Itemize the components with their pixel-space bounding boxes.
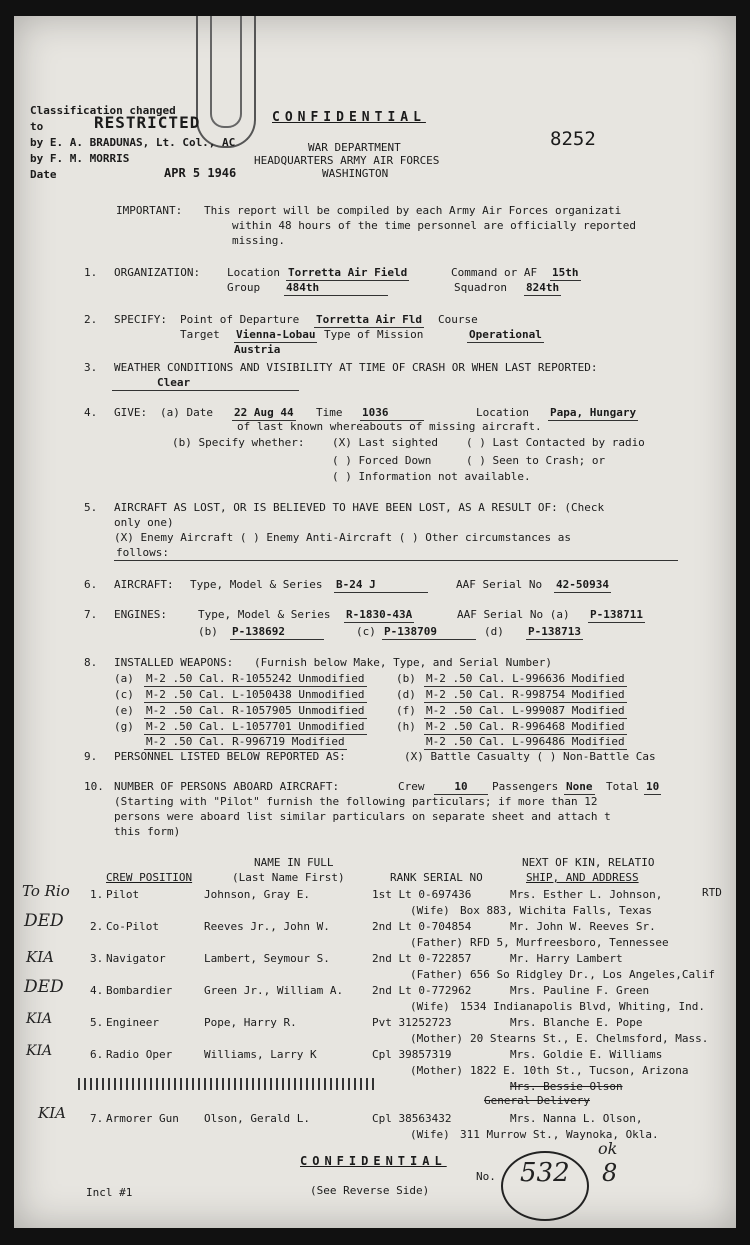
item7-serial-label: AAF Serial No (a): [457, 608, 570, 621]
item6-type-label: Type, Model & Series: [190, 578, 323, 591]
item5-line3: (X) Enemy Aircraft ( ) Enemy Anti-Aircraft ( ) Other circumstances as: [114, 531, 571, 544]
crew-position: Bombardier: [106, 984, 173, 997]
item5-line4: follows:: [114, 546, 678, 561]
item6-serial-label: AAF Serial No: [456, 578, 543, 591]
crew-status: DED: [24, 977, 64, 997]
item7-type-value: R-1830-43A: [346, 608, 413, 621]
paper-clip-inner: [210, 16, 242, 128]
item10-total-value: 10: [646, 780, 660, 793]
item10-passengers-value: None: [566, 780, 593, 793]
item4-option-info-na: ( ) Information not available.: [332, 470, 531, 483]
table-header-name-sub: (Last Name First): [232, 871, 345, 884]
item2-target-value: Vienna-Lobau: [236, 328, 316, 341]
item1-group-value: 484th: [284, 281, 388, 296]
weapon-row-g-tag: (g): [114, 720, 134, 733]
crew-kin: Mr. John W. Reeves Sr.: [510, 920, 656, 933]
item8-instruction: (Furnish below Make, Type, and Serial Number): [254, 656, 553, 669]
document-page: [14, 16, 736, 1228]
crew-status: DED: [24, 911, 64, 931]
item9-options: (X) Battle Casualty ( ) Non-Battle Cas: [404, 750, 656, 763]
crew-status: To Rio: [22, 882, 70, 900]
important-line-3: missing.: [232, 234, 285, 247]
item10-crew-value: 10: [434, 780, 488, 795]
crew-kin: Mrs. Pauline F. Green: [510, 984, 650, 997]
item1-squadron-label: Squadron: [454, 281, 507, 294]
item10-label: NUMBER OF PERSONS ABOARD AIRCRAFT:: [114, 780, 340, 793]
item10-crew-label: Crew: [398, 780, 425, 793]
item3-label: WEATHER CONDITIONS AND VISIBILITY AT TIME OF CRASH OR WHEN LAST REPORTED:: [114, 361, 598, 374]
item9-number: 9.: [84, 750, 98, 763]
item4-location-value: Papa, Hungary: [550, 406, 637, 419]
footer-incl: Incl #1: [86, 1186, 133, 1199]
crew-rank: Cpl 39857319: [372, 1048, 452, 1061]
item4-time-value: 1036: [360, 406, 424, 421]
item8-label: INSTALLED WEAPONS:: [114, 656, 234, 669]
crew-side-note: RTD: [702, 886, 722, 899]
important-label: IMPORTANT:: [116, 204, 183, 217]
crew-relation: (Mother): [410, 1032, 463, 1045]
item1-number: 1.: [84, 266, 98, 279]
item9-label: PERSONNEL LISTED BELOW REPORTED AS:: [114, 750, 346, 763]
crew-name: Lambert, Seymour S.: [204, 952, 330, 965]
weapon-row-a-tag2: (b): [396, 672, 416, 685]
ok-number: 8: [602, 1159, 618, 1187]
ok-mark: ok: [598, 1139, 618, 1158]
item10-passengers-label: Passengers: [492, 780, 559, 793]
crew-address: Box 883, Wichita Falls, Texas: [460, 904, 653, 917]
item6-label: AIRCRAFT:: [114, 578, 174, 591]
crew-kin: Mrs. Esther L. Johnson,: [510, 888, 663, 901]
item4-location-label: Location: [476, 406, 529, 419]
weapon-row-c-tag: (c): [114, 688, 134, 701]
table-header-kin: NEXT OF KIN, RELATIO: [522, 856, 655, 869]
crew-number: 1.: [90, 888, 104, 901]
crew-status: KIA: [38, 1104, 66, 1122]
item4-option-last-sighted: (X) Last sighted: [332, 436, 438, 449]
item7-c-value: P-138709: [382, 625, 476, 640]
crew-kin: Mrs. Goldie E. Williams: [510, 1048, 663, 1061]
table-header-name: NAME IN FULL: [254, 856, 334, 869]
item4-label: GIVE:: [114, 406, 148, 419]
crew-kin: Mrs. Bessie Olson: [510, 1080, 623, 1093]
item4-option-forced-down: ( ) Forced Down: [332, 454, 432, 467]
agency-line-3: WASHINGTON: [322, 167, 389, 180]
weapon-row-g-right: M-2 .50 Cal. R-996468 Modified: [426, 720, 625, 733]
table-header-rank: RANK SERIAL NO: [390, 871, 483, 884]
crew-address: 20 Stearns St., E. Chelmsford, Mass.: [470, 1032, 709, 1045]
weapon-row-c-left: M-2 .50 Cal. L-1050438 Unmodified: [146, 688, 365, 701]
crew-status: KIA: [26, 948, 54, 966]
crew-rank: 2nd Lt 0-722857: [372, 952, 472, 965]
item4-number: 4.: [84, 406, 98, 419]
weapon-row-e-tag2: (f): [396, 704, 416, 717]
document-number: 8252: [550, 128, 596, 150]
item7-label: ENGINES:: [114, 608, 167, 621]
crew-relation: (Mother): [410, 1064, 463, 1077]
classification-line-1: Classification changed: [30, 104, 176, 117]
crew-relation: (Wife): [410, 904, 450, 917]
item2-label: SPECIFY:: [114, 313, 167, 326]
item4-option-last-contacted: ( ) Last Contacted by radio: [466, 436, 645, 449]
weapon-row-e-right: M-2 .50 Cal. L-999087 Modified: [426, 704, 625, 717]
confidential-heading: CONFIDENTIAL: [272, 110, 426, 125]
crew-rank: 2nd Lt 0-704854: [372, 920, 472, 933]
agency-line-1: WAR DEPARTMENT: [308, 141, 401, 154]
crew-number: 5.: [90, 1016, 104, 1029]
crew-address: RFD 5, Murfreesboro, Tennessee: [470, 936, 669, 949]
item6-type-value: B-24 J: [334, 578, 428, 593]
item2-target-label: Target: [180, 328, 220, 341]
classification-line-2: to: [30, 120, 44, 133]
item1-location-value: Torretta Air Field: [288, 266, 408, 279]
item1-squadron-value: 824th: [526, 281, 560, 294]
crew-relation: (Father): [410, 968, 463, 981]
crew-position: Armorer Gun: [106, 1112, 179, 1125]
crew-number: 6.: [90, 1048, 104, 1061]
item4-b-label: (b) Specify whether:: [172, 436, 305, 449]
crew-number: 7.: [90, 1112, 104, 1125]
item1-label: ORGANIZATION:: [114, 266, 201, 279]
crew-address: 311 Murrow St., Waynoka, Okla.: [460, 1128, 659, 1141]
item10-line-2: persons were aboard list similar particulars on separate sheet and attach t: [114, 810, 611, 823]
item10-total-label: Total: [606, 780, 640, 793]
restricted-stamp: RESTRICTED: [94, 113, 201, 132]
crew-address: General Delivery: [484, 1094, 590, 1107]
weapon-row-g-tag2: (h): [396, 720, 416, 733]
item1-command-label: Command or AF: [451, 266, 538, 279]
important-line-1: This report will be compiled by each Army Air Forces organizati: [204, 204, 622, 217]
item4-line2: of last known whereabouts of missing aircraft.: [237, 420, 542, 433]
crew-position: Pilot: [106, 888, 140, 901]
table-header-crew: CREW POSITION: [106, 871, 193, 884]
footer-reverse: (See Reverse Side): [310, 1184, 430, 1197]
crew-position: Engineer: [106, 1016, 159, 1029]
crew-name: Reeves Jr., John W.: [204, 920, 330, 933]
crew-position: Navigator: [106, 952, 166, 965]
item5-label: AIRCRAFT AS LOST, OR IS BELIEVED TO HAVE BEEN LOST, AS A RESULT OF: (Check: [114, 501, 605, 514]
item7-d-label: (d): [484, 625, 504, 638]
classification-line-3: by E. A. BRADUNAS, Lt. Col., AC: [30, 136, 236, 149]
important-line-2: within 48 hours of the time personnel are officially reported: [232, 219, 636, 232]
weapon-row-i-left: M-2 .50 Cal. R-996719 Modified: [146, 735, 345, 748]
crew-relation: (Wife): [410, 1128, 450, 1141]
item4-option-seen-crash: ( ) Seen to Crash; or: [466, 454, 606, 467]
item10-line-1: (Starting with "Pilot" furnish the following particulars; if more than 12: [114, 795, 598, 808]
item3-value: Clear: [112, 376, 299, 391]
item5-number: 5.: [84, 501, 98, 514]
item7-b-label: (b): [198, 625, 218, 638]
item2-mission-value: Operational: [469, 328, 542, 341]
item4-date-value: 22 Aug 44: [234, 406, 294, 419]
item1-location-label: Location: [227, 266, 280, 279]
weapon-row-e-left: M-2 .50 Cal. R-1057905 Unmodified: [146, 704, 365, 717]
item4-time-label: Time: [316, 406, 343, 419]
crew-position: Co-Pilot: [106, 920, 159, 933]
crew-rank: 1st Lt 0-697436: [372, 888, 472, 901]
crew-relation: (Wife): [410, 1000, 450, 1013]
crew-name: Johnson, Gray E.: [204, 888, 310, 901]
weapon-row-c-tag2: (d): [396, 688, 416, 701]
item7-a-value: P-138711: [590, 608, 643, 621]
crew-kin: Mrs. Nanna L. Olson,: [510, 1112, 643, 1125]
item7-b-value: P-138692: [230, 625, 324, 640]
item1-command-value: 15th: [552, 266, 579, 279]
crew-position: Radio Oper: [106, 1048, 173, 1061]
item2-number: 2.: [84, 313, 98, 326]
footer-no-label: No.: [476, 1170, 496, 1183]
item7-c-label: (c): [356, 625, 376, 638]
item2-departure-label: Point of Departure: [180, 313, 300, 326]
weapon-row-g-left: M-2 .50 Cal. L-1057701 Unmodified: [146, 720, 365, 733]
item2-departure-value: Torretta Air Fld: [316, 313, 422, 326]
crew-number: 4.: [90, 984, 104, 997]
crew-kin: Mrs. Blanche E. Pope: [510, 1016, 643, 1029]
weapon-row-e-tag: (e): [114, 704, 134, 717]
footer-confidential: CONFIDENTIAL: [300, 1154, 447, 1168]
item1-group-label: Group: [227, 281, 261, 294]
crew-name: Olson, Gerald L.: [204, 1112, 310, 1125]
crew-relation: (Father): [410, 936, 463, 949]
item7-type-label: Type, Model & Series: [198, 608, 331, 621]
crew-name: Green Jr., William A.: [204, 984, 344, 997]
crew-address: 1534 Indianapolis Blvd, Whiting, Ind.: [460, 1000, 706, 1013]
crew-status: KIA: [26, 1043, 53, 1059]
crew-name: Williams, Larry K: [204, 1048, 317, 1061]
weapon-row-a-left: M-2 .50 Cal. R-1055242 Unmodified: [146, 672, 365, 685]
classification-line-4: by F. M. MORRIS: [30, 152, 130, 165]
table-header-kin-sub: SHIP, AND ADDRESS: [526, 871, 639, 884]
item7-d-value: P-138713: [528, 625, 581, 638]
item3-number: 3.: [84, 361, 98, 374]
item2-course-label: Course: [438, 313, 478, 326]
weapon-row-i-right: M-2 .50 Cal. L-996486 Modified: [426, 735, 625, 748]
strike-marks: [78, 1078, 378, 1090]
weapon-row-a-tag: (a): [114, 672, 134, 685]
crew-name: Pope, Harry R.: [204, 1016, 297, 1029]
crew-rank: 2nd Lt 0-772962: [372, 984, 472, 997]
item2-mission-label: Type of Mission: [324, 328, 424, 341]
crew-rank: Pvt 31252723: [372, 1016, 452, 1029]
record-number: 532: [520, 1158, 570, 1188]
item10-number: 10.: [84, 780, 104, 793]
crew-kin: Mr. Harry Lambert: [510, 952, 623, 965]
weapon-row-a-right: M-2 .50 Cal. L-996636 Modified: [426, 672, 625, 685]
date-stamp: APR 5 1946: [164, 166, 237, 180]
item6-number: 6.: [84, 578, 98, 591]
item7-number: 7.: [84, 608, 98, 621]
weapon-row-c-right: M-2 .50 Cal. R-998754 Modified: [426, 688, 625, 701]
crew-status: KIA: [26, 1011, 53, 1027]
crew-address: 656 So Ridgley Dr., Los Angeles,Calif: [470, 968, 716, 981]
crew-number: 2.: [90, 920, 104, 933]
item2-target-line2: Austria: [234, 343, 281, 356]
crew-number: 3.: [90, 952, 104, 965]
item8-number: 8.: [84, 656, 98, 669]
item5-line2: only one): [114, 516, 174, 529]
item4-date-label: (a) Date: [160, 406, 213, 419]
item10-line-3: this form): [114, 825, 181, 838]
agency-line-2: HEADQUARTERS ARMY AIR FORCES: [254, 154, 440, 167]
crew-address: 1822 E. 10th St., Tucson, Arizona: [470, 1064, 689, 1077]
item6-serial-value: 42-50934: [556, 578, 609, 591]
crew-rank: Cpl 38563432: [372, 1112, 452, 1125]
classification-line-5: Date: [30, 168, 57, 181]
